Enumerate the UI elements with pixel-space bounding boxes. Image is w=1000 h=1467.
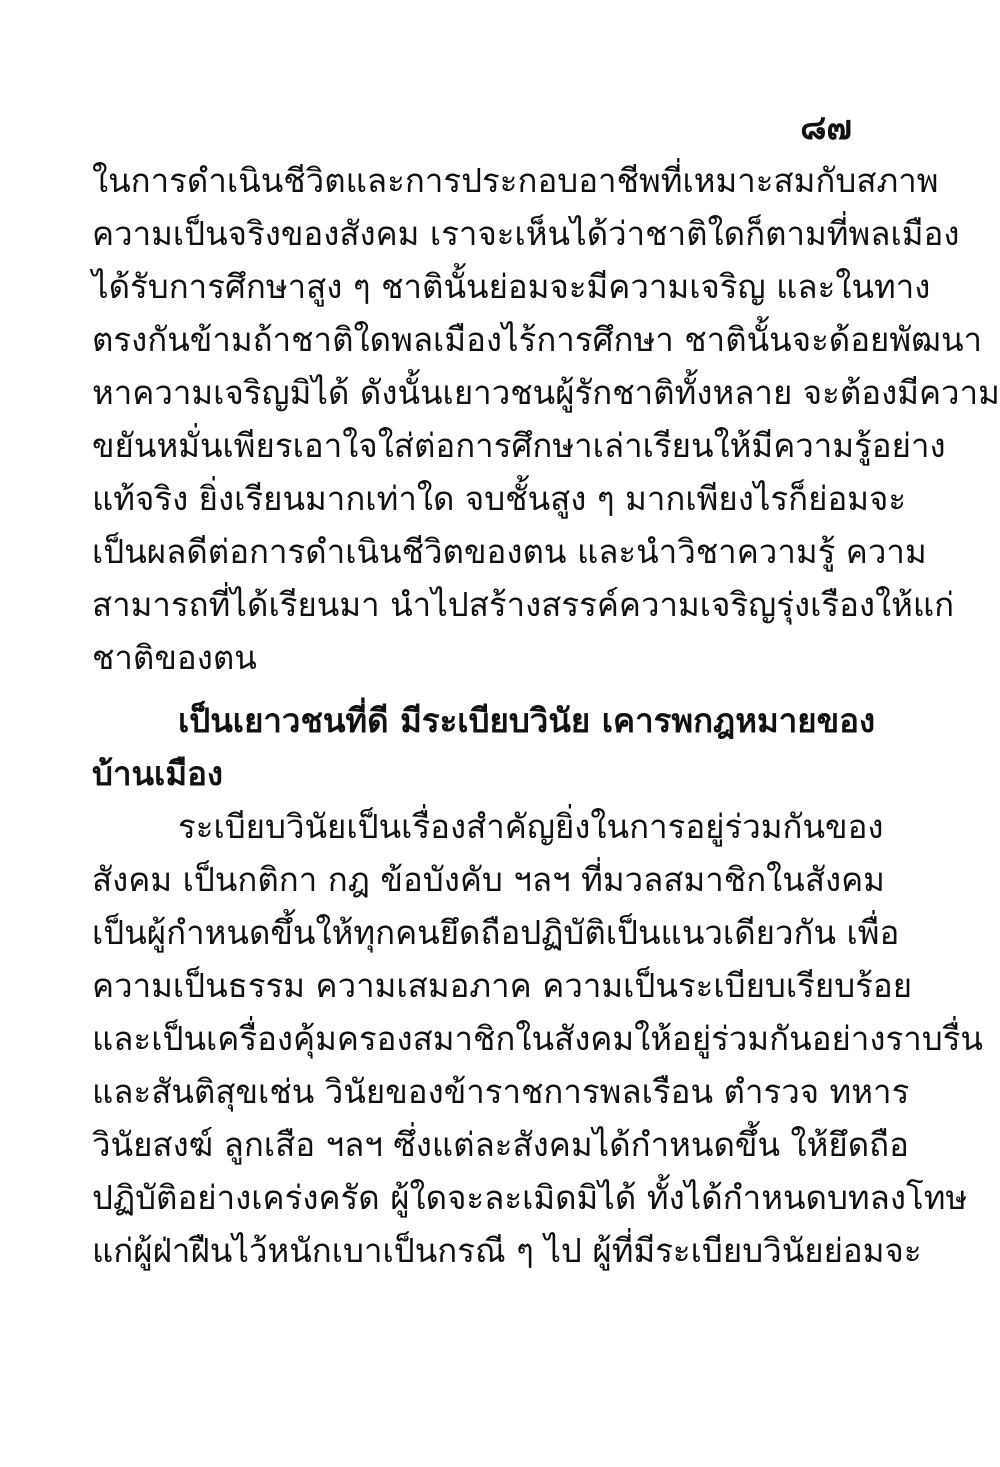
text-line: ปฏิบัติอย่างเคร่งครัด ผู้ใดจะละเมิดมิได้ ทั้งได้กำหนดบทลงโทษ xyxy=(92,1178,968,1217)
text-line: สามารถที่ได้เรียนมา นำไปสร้างสรรค์ความเจริญรุ่งเรืองให้แก่ xyxy=(92,585,955,624)
text-line: ชาติของตน xyxy=(92,638,257,677)
text-line: และสันติสุขเช่น วินัยของข้าราชการพลเรือน ตำรวจ ทหาร xyxy=(92,1072,910,1111)
text-line: เป็นผู้กำหนดขึ้นให้ทุกคนยึดถือปฏิบัติเป็นแนวเดียวกัน เพื่อ xyxy=(92,913,900,952)
text-line: ได้รับการศึกษาสูง ๆ ชาตินั้นย่อมจะมีความเจริญ และในทาง xyxy=(92,267,931,306)
text-line: ความเป็นจริงของสังคม เราจะเห็นได้ว่าชาติใดก็ตามที่พลเมือง xyxy=(92,214,960,253)
heading-line: บ้านเมือง xyxy=(92,754,224,793)
text-line: ขยันหมั่นเพียรเอาใจใส่ต่อการศึกษาเล่าเรียนให้มีความรู้อย่าง xyxy=(92,426,946,465)
text-line: ในการดำเนินชีวิตและการประกอบอาชีพที่เหมาะสมกับสภาพ xyxy=(92,161,939,200)
paragraph-education xyxy=(92,154,1000,684)
section-heading xyxy=(92,694,876,800)
text-line: ระเบียบวินัยเป็นเรื่องสำคัญยิ่งในการอยู่ร่วมกันของ xyxy=(178,807,884,846)
heading-line: เป็นเยาวชนที่ดี มีระเบียบวินัย เคารพกฎหมายของ xyxy=(178,701,876,740)
paragraph-discipline xyxy=(92,800,983,1277)
page-number: ๘๗ xyxy=(800,108,852,148)
text-line: ตรงกันข้ามถ้าชาติใดพลเมืองไร้การศึกษา ชาตินั้นจะด้อยพัฒนา xyxy=(92,320,983,359)
text-line: ความเป็นธรรม ความเสมอภาค ความเป็นระเบียบเรียบร้อย xyxy=(92,966,913,1005)
text-line: แก่ผู้ฝ่าฝืนไว้หนักเบาเป็นกรณี ๆ ไป ผู้ที่มีระเบียบวินัยย่อมจะ xyxy=(92,1231,922,1270)
text-line: สังคม เป็นกติกา กฎ ข้อบังคับ ฯลฯ ที่มวลสมาชิกในสังคม xyxy=(92,860,885,899)
text-line: วินัยสงฆ์ ลูกเสือ ฯลฯ ซึ่งแต่ละสังคมได้กำหนดขึ้น ให้ยึดถือ xyxy=(92,1125,909,1164)
text-line: เป็นผลดีต่อการดำเนินชีวิตของตน และนำวิชาความรู้ ความ xyxy=(92,532,927,571)
text-line: หาความเจริญมิได้ ดังนั้นเยาวชนผู้รักชาติทั้งหลาย จะต้องมีความ xyxy=(92,373,1000,412)
text-line: และเป็นเครื่องคุ้มครองสมาชิกในสังคมให้อยู่ร่วมกันอย่างราบรื่น xyxy=(92,1019,983,1058)
text-line: แท้จริง ยิ่งเรียนมากเท่าใด จบชั้นสูง ๆ มากเพียงไรก็ย่อมจะ xyxy=(92,479,907,518)
body-text xyxy=(92,154,1000,1277)
